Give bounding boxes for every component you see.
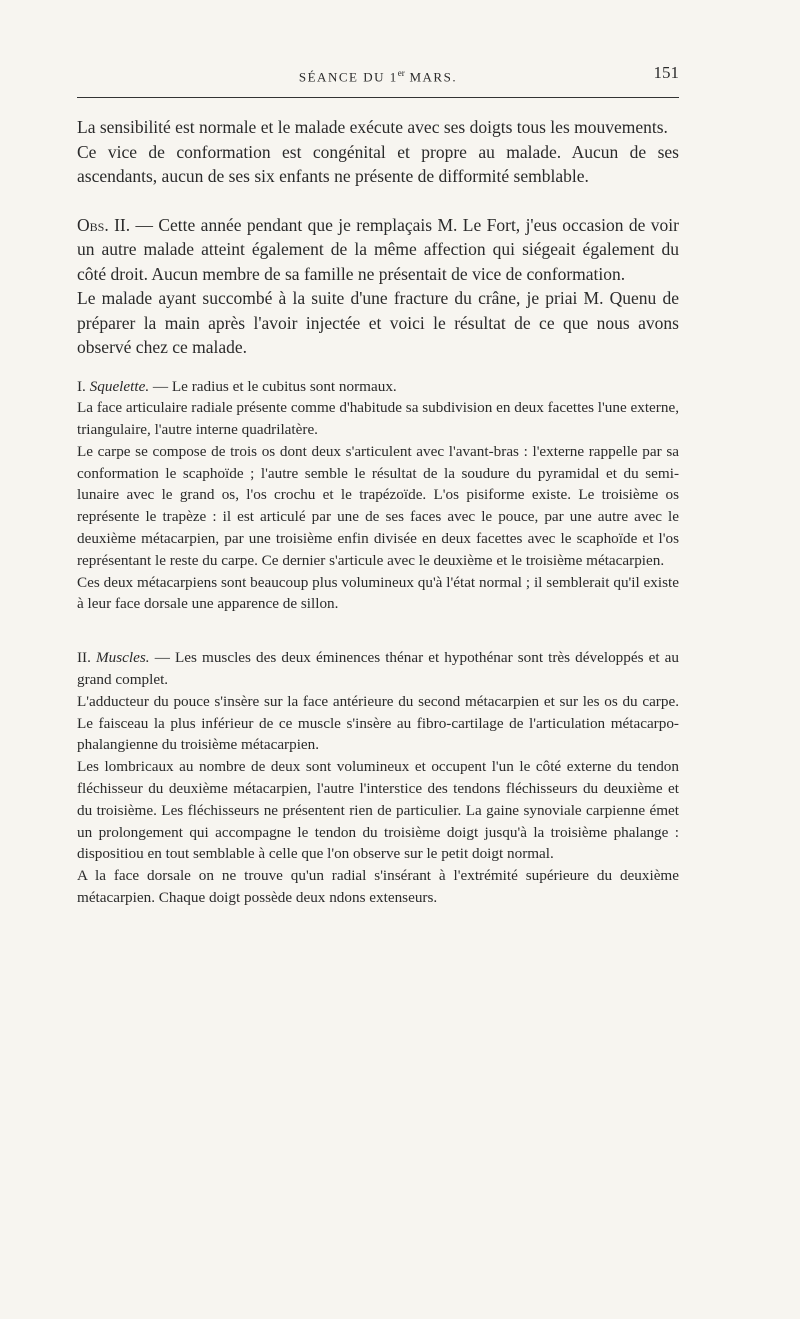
- section-muscles: [77, 647, 679, 909]
- paragraph: [77, 647, 679, 691]
- section-number: I.: [77, 377, 90, 395]
- paragraph: Ces deux métacarpiens sont beaucoup plus volumineux qu'à l'état normal ; il semblerait qu'il existe à leur face dorsale une apparence de sillon.: [77, 573, 679, 613]
- spacer: [77, 189, 679, 213]
- paragraph: La sensibilité est normale et le malade exécute avec ses doigts tous les mouvements.: [77, 117, 668, 137]
- spacer: [77, 615, 679, 647]
- page-header: [77, 62, 679, 86]
- paragraph: La face articulaire radiale présente comme d'habitude sa subdivision en deux facettes l'une externe, triangulaire, l'autre interne quadrilatère.: [77, 399, 679, 439]
- paragraph: A la face dorsale on ne trouve qu'un radial s'insérant à l'extrémité supérieure du deuxième métacarpien. Chaque doigt possède deux ndons extenseurs.: [77, 867, 679, 907]
- paragraph: Ce vice de conformation est congénital et propre au malade. Aucun de ses ascendants, aucun de ses six enfants ne présente de difformité semblable.: [77, 141, 679, 186]
- page-body: [77, 115, 679, 909]
- running-title-sup: er: [397, 68, 405, 78]
- paragraph: [77, 213, 679, 287]
- intro-section: [77, 115, 679, 189]
- running-title-text: SÉANCE DU 1: [298, 69, 398, 85]
- paragraph: Le malade ayant succombé à la suite d'une fracture du crâne, je priai M. Quenu de préparer la main après l'avoir injectée et voici le résultat de ce que nous avons observé chez ce malade.: [77, 288, 679, 357]
- paragraph: Le carpe se compose de trois os dont deux s'articulent avec l'avant-bras : l'externe rappelle par sa conformation le scaphoïde ; l'autre semble le résultat de la soudure du pyramidal et du semi-lunaire avec le grand os, l'os crochu et le trapézoïde. L'os pisiforme existe. Le troisième os représente le trapèze : il est articulé par une de ses faces avec le pouce, par une autre avec le deuxième métacarpien, par une troisième enfin divisée en deux facettes avec le scaphoïde et l'os représentant le reste du carpe. Ce dernier s'articule avec le deuxième et le troisième métacarpien.: [77, 442, 679, 569]
- spacer: [77, 360, 679, 376]
- section-title: Squelette.: [89, 377, 150, 395]
- paragraph-text: — Cette année pendant que je remplaçais M. Le Fort, j'eus occasion de voir un autre malade atteint également de la même affection qui siégeait également du côté droit. Aucun membre de sa famille ne présentait de vice de conformation.: [77, 214, 679, 284]
- paragraph: [77, 376, 679, 398]
- observation-2: [77, 213, 679, 360]
- header-rule: [77, 97, 679, 98]
- section-title: Muscles.: [96, 649, 150, 667]
- page-number: 151: [653, 63, 679, 82]
- paragraph: L'adducteur du pouce s'insère sur la face antérieure du second métacarpien et sur les os du carpe. Le faisceau la plus inférieur de ce muscle s'insère au fibro-cartilage de l'articulation métacarpo-phalangienne du troisième métacarpien.: [77, 692, 679, 754]
- paragraph-text: — Les muscles des deux éminences thénar et hypothénar sont très développés et au grand complet.: [77, 649, 679, 689]
- running-title-month: MARS.: [404, 69, 458, 85]
- running-title: [77, 68, 679, 85]
- section-number: II.: [77, 649, 97, 667]
- observation-label: Obs. II.: [77, 214, 131, 235]
- paragraph: Les lombricaux au nombre de deux sont volumineux et occupent l'un le côté externe du tendon fléchisseur du deuxième métacarpien, l'autre l'interstice des tendons fléchisseurs du deuxième et du troisième. Les fléchisseurs ne présentent rien de particulier. La gaine synoviale carpienne émet un prolongement qui accompagne le tendon du troisième doigt jusqu'à la troisième phalange : dispositiou en tout semblable à celle que l'on observe sur le petit doigt normal.: [77, 758, 679, 863]
- section-squelette: [77, 376, 679, 616]
- paragraph-text: — Le radius et le cubitus sont normaux.: [149, 377, 397, 395]
